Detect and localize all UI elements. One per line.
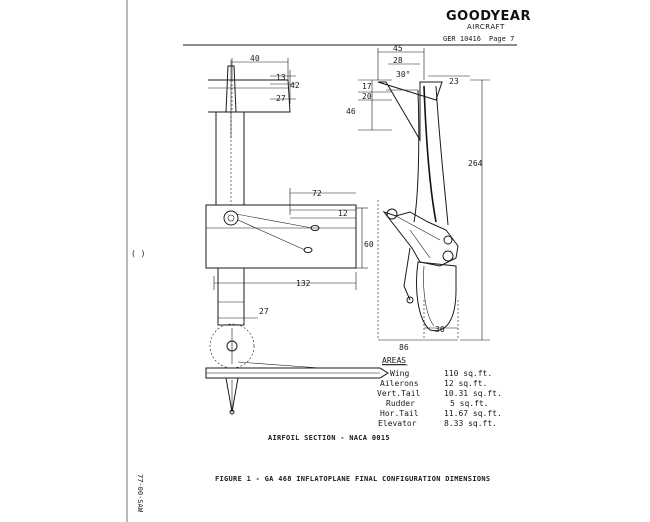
dim-17: 17 <box>362 82 372 91</box>
margin-mark: ( ) <box>131 249 146 258</box>
side-view <box>346 44 490 352</box>
dim-46: 46 <box>346 107 356 116</box>
area-row-name: Rudder <box>386 399 415 408</box>
area-row-value: 12 sq.ft. <box>444 379 488 388</box>
side-stamp: 77-00-SAW <box>136 474 144 512</box>
figure-caption: FIGURE 1 - GA 468 INFLATOPLANE FINAL CONFIGURATION DIMENSIONS <box>215 475 491 483</box>
area-row-value: 10.31 sq.ft. <box>444 389 502 398</box>
dim-264: 264 <box>468 159 483 168</box>
dim-27-boom: 27 <box>259 307 269 316</box>
dim-wing-tip-chord: 40 <box>250 54 260 63</box>
dim-23: 23 <box>449 77 459 86</box>
top-view <box>206 54 388 414</box>
dim-42: 42 <box>290 81 300 90</box>
area-row-value: 8.33 sq.ft. <box>444 419 497 428</box>
area-row-value: 110 sq.ft. <box>444 369 493 378</box>
page-label: Page 7 <box>489 35 515 43</box>
dim-132: 132 <box>296 279 311 288</box>
vertical-tail-outline <box>378 82 442 140</box>
area-row-value: 5 sq.ft. <box>450 399 489 408</box>
area-row-name: Elevator <box>378 419 417 428</box>
dim-27-top: 27 <box>276 94 286 103</box>
area-row-name: Hor.Tail <box>380 409 419 418</box>
dim-13: 13 <box>276 73 286 82</box>
doc-number: GER 10416 <box>443 35 481 43</box>
dim-86: 86 <box>399 343 409 352</box>
dim-12: 12 <box>338 209 348 218</box>
dim-30-angle: 30° <box>396 70 411 79</box>
area-row-name: Ailerons <box>380 379 419 388</box>
dim-72: 72 <box>312 189 322 198</box>
dim-20: 20 <box>362 92 372 101</box>
dim-28: 28 <box>393 56 403 65</box>
dim-30-bottom: 30 <box>435 325 445 334</box>
area-row-name: Vert.Tail <box>377 389 421 398</box>
main-wing-outline <box>206 205 356 268</box>
area-row-value: 11.67 sq.ft. <box>444 409 502 418</box>
areas-table <box>377 356 502 428</box>
area-row-name: Wing <box>390 369 410 378</box>
airfoil-section-label: AIRFOIL SECTION - NACA 0015 <box>268 434 390 442</box>
brand-subtitle: AIRCRAFT <box>467 23 505 31</box>
brand-logo: GOODYEAR <box>446 9 531 24</box>
dim-60: 60 <box>364 240 374 249</box>
dim-45: 45 <box>393 44 403 53</box>
areas-heading: AREAS <box>382 356 407 365</box>
